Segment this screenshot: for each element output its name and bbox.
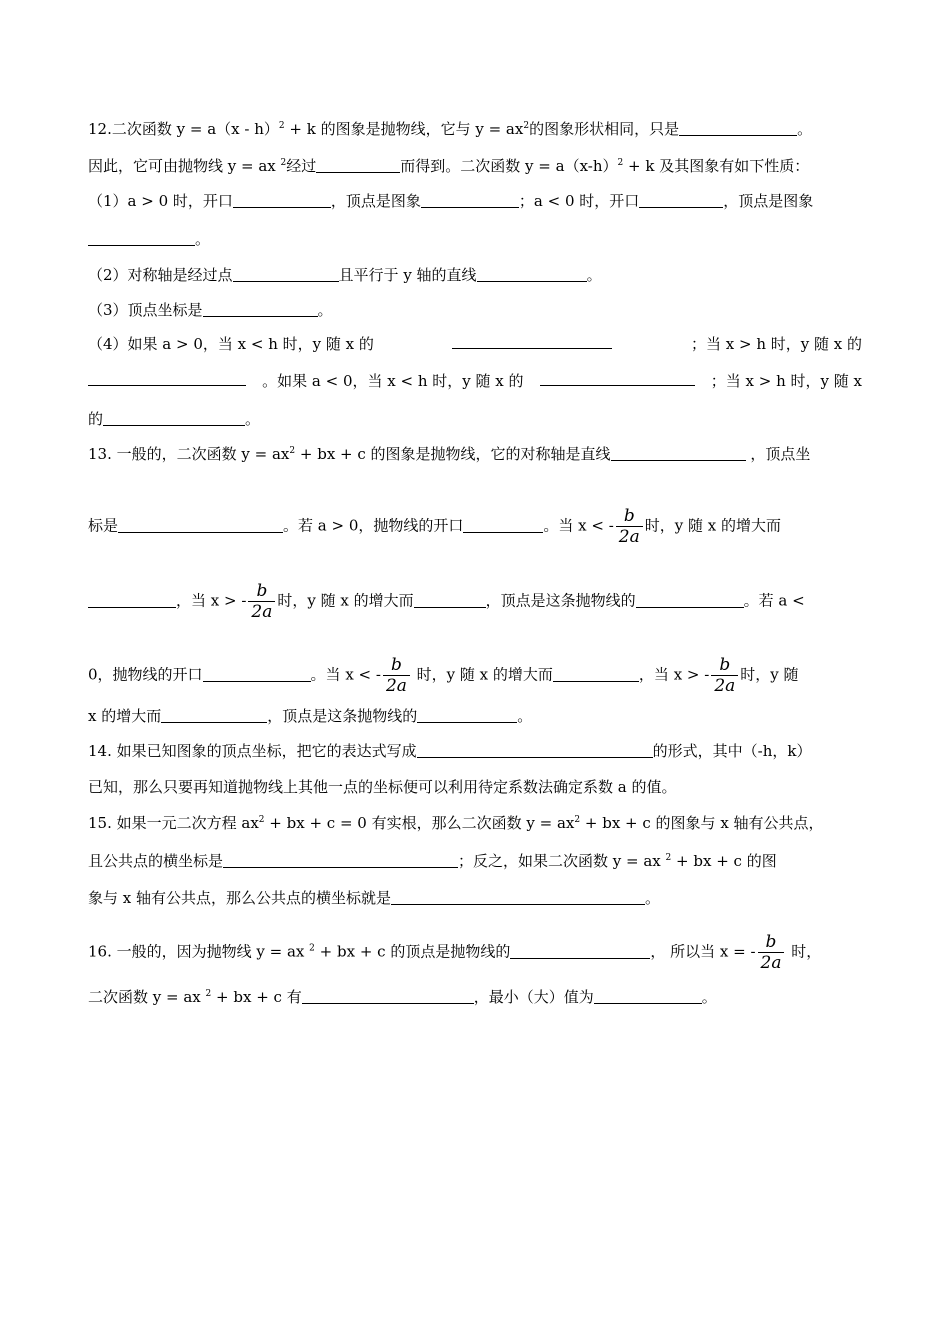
answer-blank[interactable] bbox=[477, 267, 587, 282]
answer-blank[interactable] bbox=[636, 593, 744, 608]
q15-line-3: 象与 x 轴有公共点，那么公共点的横坐标就是 。 bbox=[88, 889, 661, 907]
answer-blank[interactable] bbox=[611, 446, 746, 461]
answer-blank[interactable] bbox=[391, 890, 645, 905]
answer-blank[interactable] bbox=[302, 989, 474, 1004]
answer-blank[interactable] bbox=[88, 371, 246, 386]
q12-line-8: 。如果 a < 0，当 x < h 时，y 随 x 的 ；当 x > h 时，y 随 x bbox=[88, 371, 862, 391]
q12-line-6: （3）顶点坐标是 。 bbox=[88, 301, 333, 319]
answer-blank[interactable] bbox=[452, 334, 612, 349]
q12-line-5: （2）对称轴是经过点 且平行于 y 轴的直线 。 bbox=[88, 266, 602, 284]
q13-line-2: 标是 。若 a > 0，抛物线的开口 。当 x < - $\frac{b}{2a}$ 时，y 随 x 的增大而 bbox=[88, 506, 781, 547]
answer-blank[interactable] bbox=[223, 853, 458, 868]
q13-line-5: x 的增大而 ，顶点是这条抛物线的 。 bbox=[88, 707, 533, 725]
answer-blank[interactable] bbox=[417, 708, 517, 723]
q12-line-2: 因此，它可由抛物线 y = ax $^2$经过 而得到。二次函数 $y = a(x-h)^2 + k$ 及其图象有如下性质： bbox=[88, 157, 810, 175]
answer-blank[interactable] bbox=[118, 518, 283, 533]
q16-line-2: 二次函数 y = ax $^2$ + bx + c 有 ，最小（大）值为 。 bbox=[88, 988, 717, 1006]
q16-line-1: 16. 一般的，因为抛物线 y = ax $^2$ + bx + c 的顶点是抛物线的 ， 所以当 x = - $\frac{b}{2a}$ 时， bbox=[88, 932, 822, 973]
answer-blank[interactable] bbox=[88, 231, 195, 246]
q12-line-7: （4）如果 a > 0，当 x < h 时，y 随 x 的 ；当 x > h 时，y 随 x 的 bbox=[88, 335, 862, 353]
answer-blank[interactable] bbox=[233, 193, 331, 208]
answer-blank[interactable] bbox=[316, 158, 400, 173]
answer-blank[interactable] bbox=[421, 193, 519, 208]
q14-line-1: 14. 如果已知图象的顶点坐标，把它的表达式写成 的形式，其中（-h，k） bbox=[88, 742, 812, 760]
fraction-b-over-2a: $\frac{b}{2a}$ bbox=[758, 932, 785, 973]
answer-blank[interactable] bbox=[594, 989, 702, 1004]
answer-blank[interactable] bbox=[203, 302, 318, 317]
q13-line-1: 13. 一般的，二次函数 $y = ax^2$ + bx + c 的图象是抛物线，它的对称轴是直线 ，顶点坐 bbox=[88, 445, 811, 463]
answer-blank[interactable] bbox=[161, 708, 267, 723]
q14-line-2: 已知，那么只要再知道抛物线上其他一点的坐标便可以利用待定系数法确定系数 a 的值。 bbox=[88, 778, 677, 796]
q12-line-1: 12.二次函数 y = a（x - h）$^2$ + k 的图象是抛物线，它与 $y = ax^2$的图象形状相同，只是 。 bbox=[88, 120, 813, 138]
answer-blank[interactable] bbox=[463, 518, 543, 533]
fraction-b-over-2a: $\frac{b}{2a}$ bbox=[248, 581, 275, 622]
fraction-b-over-2a: $\frac{b}{2a}$ bbox=[711, 655, 738, 696]
answer-blank[interactable] bbox=[203, 667, 311, 682]
answer-blank[interactable] bbox=[540, 371, 695, 386]
fraction-b-over-2a: $\frac{b}{2a}$ bbox=[383, 655, 410, 696]
answer-blank[interactable] bbox=[103, 411, 245, 426]
answer-blank[interactable] bbox=[553, 667, 639, 682]
q12-line-4: 。 bbox=[88, 229, 862, 249]
answer-blank[interactable] bbox=[88, 593, 176, 608]
fraction-b-over-2a: $\frac{b}{2a}$ bbox=[616, 506, 643, 547]
q13-line-3: ，当 x > - $\frac{b}{2a}$ 时，y 随 x 的增大而 ，顶点是这条抛物线的 。若 a < bbox=[88, 581, 862, 622]
q15-line-1: 15. 如果一元二次方程 $ax^2$ + bx + c = 0 有实根，那么二次函数 $y = ax^2$ + bx + c 的图象与 x 轴有公共点， bbox=[88, 814, 824, 832]
answer-blank[interactable] bbox=[417, 743, 653, 758]
q12-line-3: （1）a > 0 时，开口 ，顶点是图象 ；a < 0 时，开口 ，顶点是图象 bbox=[88, 192, 814, 210]
answer-blank[interactable] bbox=[414, 593, 486, 608]
answer-blank[interactable] bbox=[233, 267, 339, 282]
answer-blank[interactable] bbox=[510, 944, 650, 959]
answer-blank[interactable] bbox=[639, 193, 723, 208]
q15-line-2: 且公共点的横坐标是 ；反之，如果二次函数 y = ax $^2$ + bx + c 的图 bbox=[88, 852, 777, 870]
q12-line-9: 的 。 bbox=[88, 410, 261, 428]
q13-line-4: 0，抛物线的开口 。当 x < - $\frac{b}{2a}$ 时，y 随 x 的增大而 ，当 x > - $\frac{b}{2a}$ 时，y 随 bbox=[88, 655, 799, 696]
answer-blank[interactable] bbox=[679, 121, 797, 136]
